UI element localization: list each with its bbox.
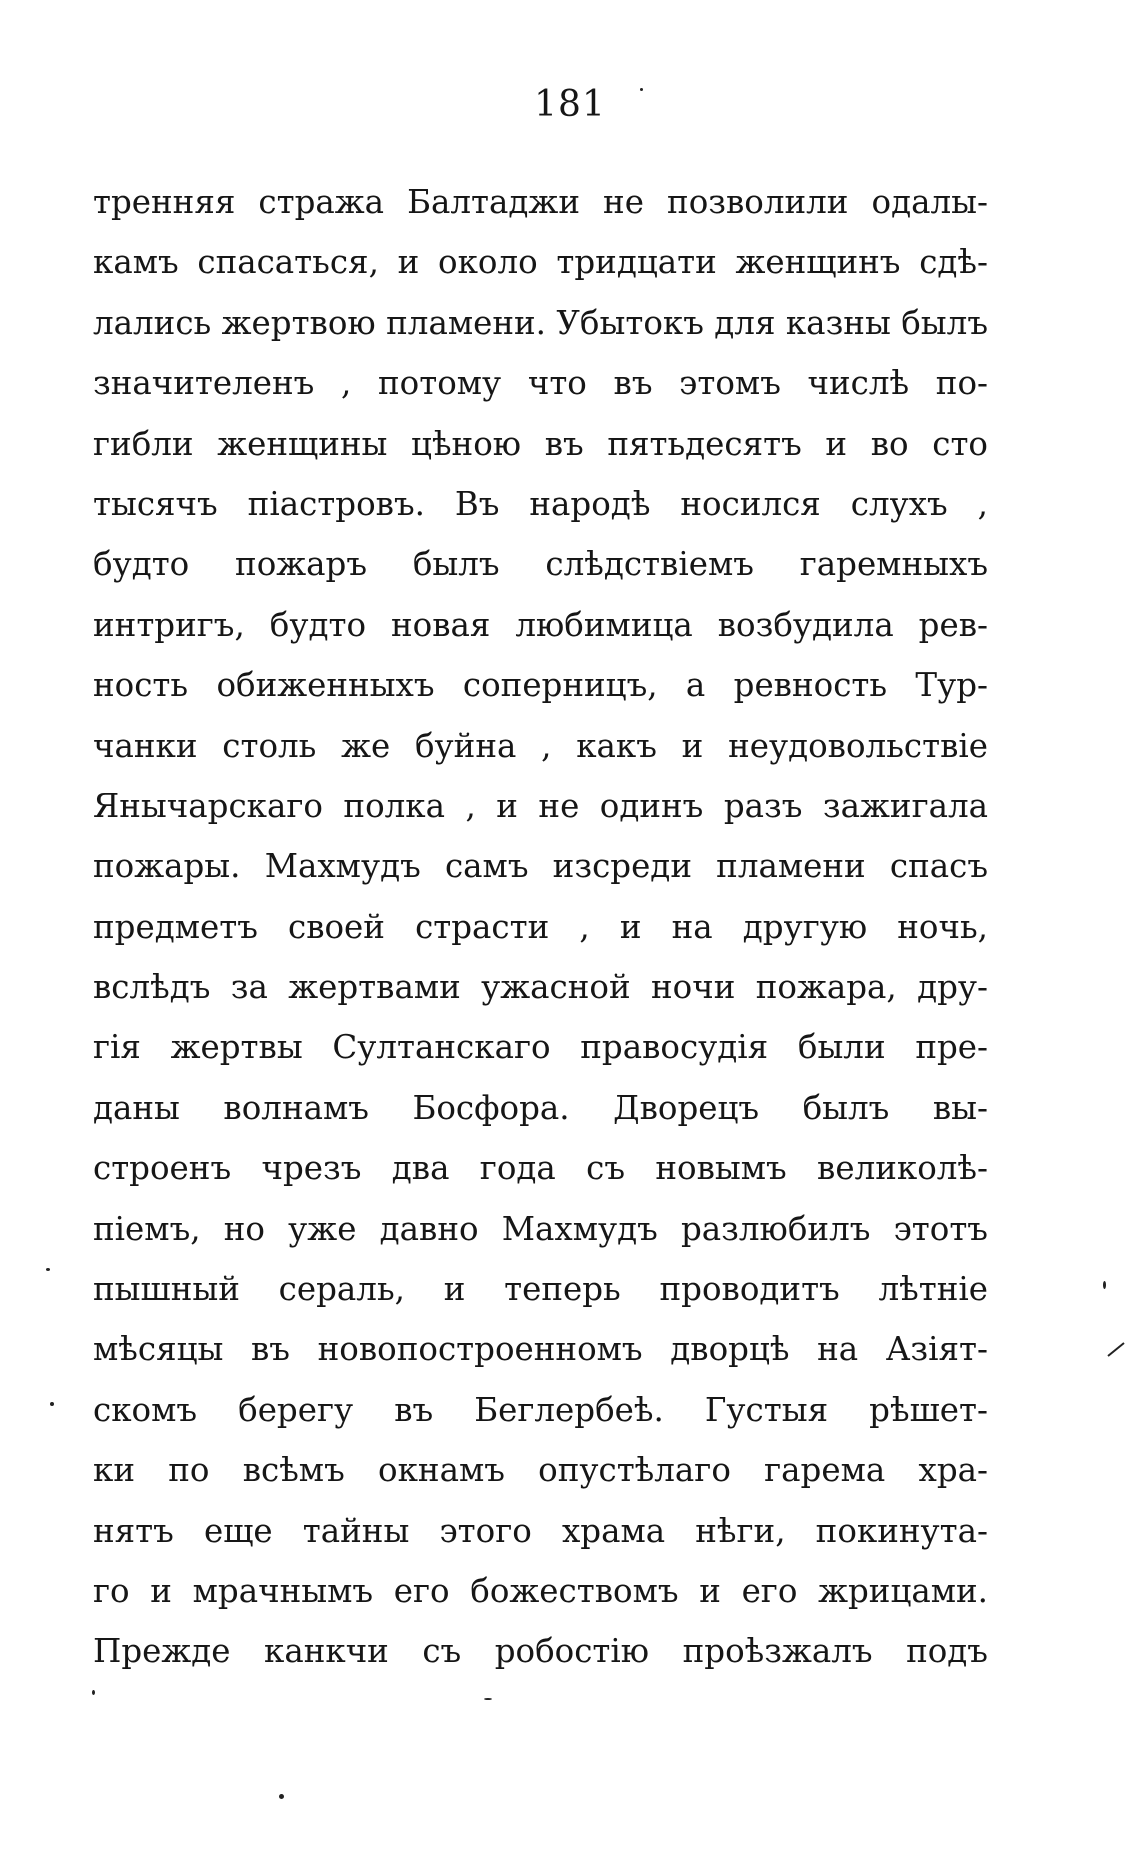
text-line: Прежде канкчи съ робостію проѣзжалъ подъ <box>93 1632 988 1671</box>
text-line: пожары. Махмудъ самъ изсреди пламени спасъ <box>93 847 988 886</box>
text-line: ки по всѣмъ окнамъ опустѣлаго гарема хра- <box>93 1451 988 1490</box>
text-line: Янычарскаго полка , и не одинъ разъ зажигала <box>93 786 988 825</box>
text-line: нятъ еще тайны этого храма нѣги, покинута- <box>93 1511 988 1550</box>
text-line: го и мрачнымъ его божествомъ и его жрицами. <box>93 1571 988 1610</box>
text-line: камъ спасаться, и около тридцати женщинъ сдѣ- <box>93 243 988 282</box>
text-line: гибли женщины цѣною въ пятьдесятъ и во сто <box>93 424 988 463</box>
text-line: тренняя стража Балтаджи не позволили одалы- <box>93 183 988 221</box>
text-line: скомъ берегу въ Беглербеѣ. Густыя рѣшет- <box>93 1390 988 1429</box>
text-line: вслѣдъ за жертвами ужасной ночи пожара, дру- <box>93 968 988 1007</box>
text-line: мѣсяцы въ новопостроенномъ дворцѣ на Азіят- <box>93 1330 988 1369</box>
text-line: лались жертвою пламени. Убытокъ для казны былъ <box>93 303 988 342</box>
body-text <box>93 172 988 1682</box>
text-line: предметъ своей страсти , и на другую ночь, <box>93 907 988 946</box>
text-line: интригъ, будто новая любимица возбудила рев- <box>93 605 988 644</box>
scan-speck <box>1103 1281 1106 1289</box>
scan-stroke <box>1106 1340 1126 1358</box>
text-line: тысячъ піастровъ. Въ народѣ носился слухъ , <box>93 484 988 523</box>
scan-speck <box>92 1690 95 1695</box>
text-line: гія жертвы Султанскаго правосудія были пре- <box>93 1028 988 1067</box>
scan-speck <box>50 1402 54 1406</box>
scan-speck <box>484 1698 492 1700</box>
text-line: пышный сераль, и теперь проводитъ лѣтніе <box>93 1270 988 1309</box>
text-line: піемъ, но уже давно Махмудъ разлюбилъ этотъ <box>93 1209 988 1248</box>
text-line: даны волнамъ Босфора. Дворецъ былъ вы- <box>93 1088 988 1127</box>
page-number: 181 <box>534 84 606 125</box>
text-line: значителенъ , потому что въ этомъ числѣ по- <box>93 364 988 403</box>
scan-speck <box>46 1268 50 1271</box>
text-line: ность обиженныхъ соперницъ, а ревность Тур- <box>93 666 988 705</box>
text-line: будто пожаръ былъ слѣдствіемъ гаремныхъ <box>93 545 988 584</box>
text-line: чанки столь же буйна , какъ и неудовольствіе <box>93 726 988 765</box>
scan-speck <box>279 1794 284 1799</box>
scan-speck <box>640 88 643 91</box>
text-line: строенъ чрезъ два года съ новымъ великолѣ- <box>93 1149 988 1188</box>
